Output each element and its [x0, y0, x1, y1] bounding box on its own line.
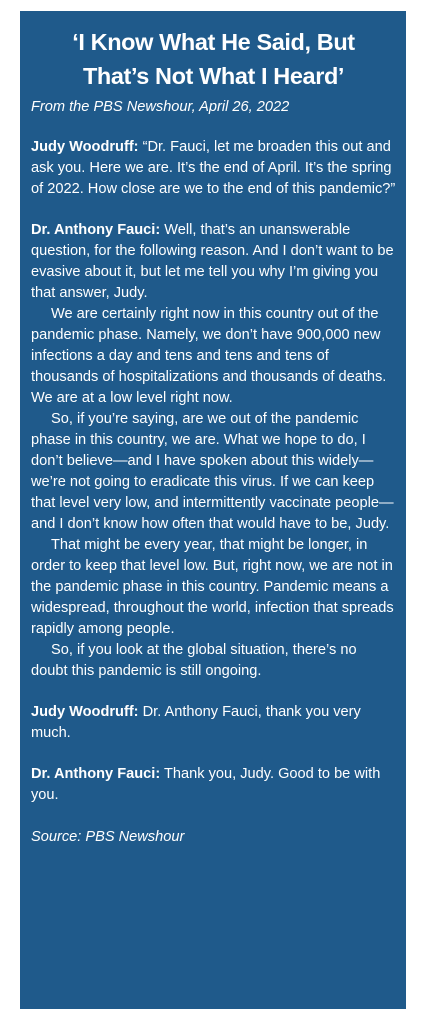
source-line: Source: PBS Newshour [31, 829, 185, 845]
speech-text: Well, that’s an unanswerable question, for the following reason. And I don’t want to be evasive about it, but let me tell you why I’m giving you that answer, Judy. [31, 222, 394, 301]
speaker-label: Dr. Anthony Fauci: [31, 222, 161, 238]
fauci-paragraph: That might be every year, that might be longer, in order to keep that level low. But, right now, we are not in the pandemic phase in this country. Pandemic means a widespread, throughout the world, infection that spreads rapidly among people. [31, 537, 394, 637]
title-line-2: That’s Not What I Heard’ [82, 63, 345, 89]
sidebar-box [20, 11, 406, 1009]
woodruff-thanks [31, 702, 396, 744]
speaker-label: Dr. Anthony Fauci: [31, 766, 161, 782]
fauci-thanks [31, 764, 396, 806]
byline: From the PBS Newshour, April 26, 2022 [31, 99, 290, 115]
title-line-1: ‘I Know What He Said, But [72, 29, 355, 55]
fauci-paragraph: So, if you look at the global situation, there’s no doubt this pandemic is still ongoing. [31, 642, 357, 679]
speech-text: “Dr. Fauci, let me broaden this out and ask you. Here we are. It’s the end of April. It’s the spring of 2022. How close are we to the end of this pandemic?” [31, 139, 396, 197]
fauci-answer-intro [31, 220, 396, 304]
speech-text: Dr. Anthony Fauci, thank you very much. [31, 704, 361, 741]
fauci-paragraph: We are certainly right now in this country out of the pandemic phase. Namely, we don’t have 900,000 new infections a day and tens and tens and tens of thousands of hospitalizations and thousands of deaths. We are at a low level right now. [31, 306, 387, 406]
speaker-label: Judy Woodruff: [31, 704, 139, 720]
speaker-label: Judy Woodruff: [31, 139, 139, 155]
fauci-paragraph: So, if you’re saying, are we out of the pandemic phase in this country, we are. What we hope to do, I don’t believe—and I have spoken about this widely—we’re not going to eradicate this virus. If we can keep that level very low, and intermittently vaccinate people—and I don’t know how often that would have to be, Judy. [31, 411, 394, 532]
woodruff-question [31, 137, 396, 200]
box-title [31, 25, 396, 93]
speech-text: Thank you, Judy. Good to be with you. [31, 766, 381, 803]
